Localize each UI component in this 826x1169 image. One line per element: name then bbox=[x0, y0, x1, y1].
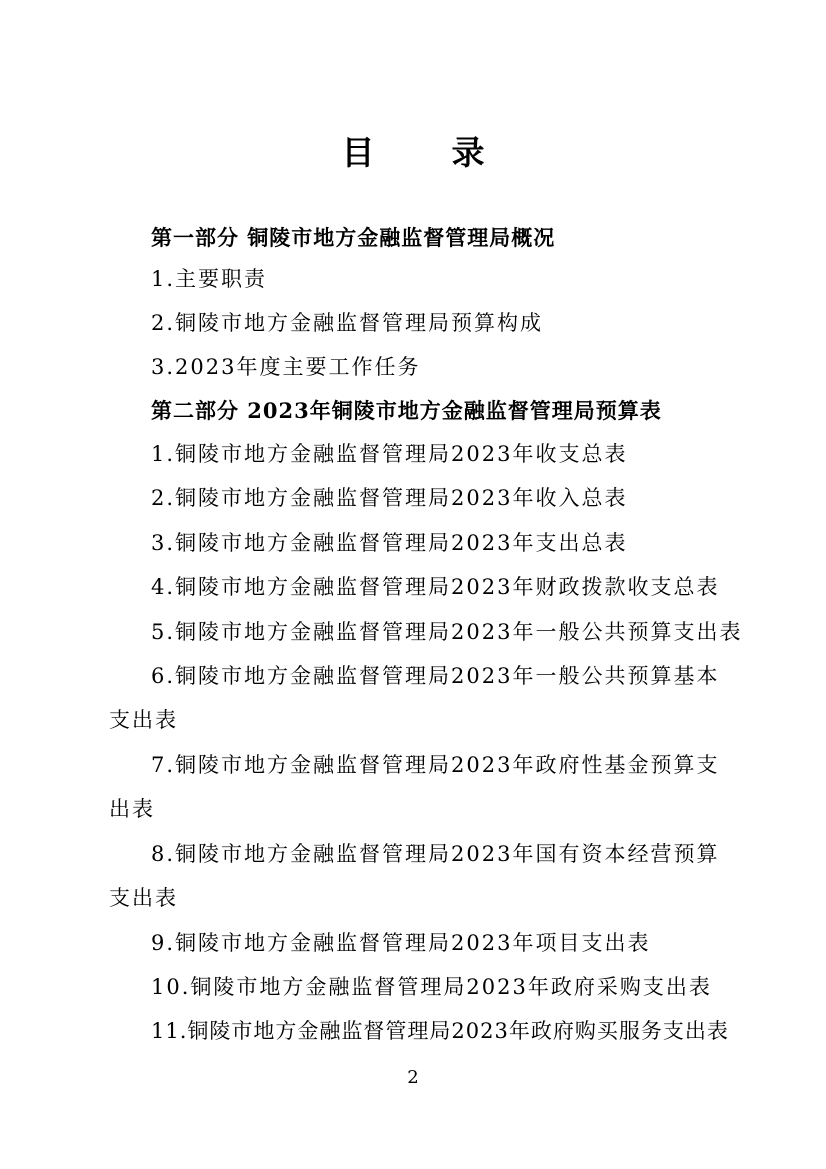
toc-item-2-11: 11.铜陵市地方金融监督管理局2023年政府购买服务支出表 bbox=[151, 1019, 729, 1043]
toc-item-2-8: 8.铜陵市地方金融监督管理局2023年国有资本经营预算支出表 bbox=[109, 842, 720, 910]
page-title: 目 录 bbox=[341, 133, 507, 172]
toc-item-1-1: 1.主要职责 bbox=[151, 267, 268, 291]
toc-item-2-3: 3.铜陵市地方金融监督管理局2023年支出总表 bbox=[151, 531, 628, 555]
part1-heading: 第一部分 铜陵市地方金融监督管理局概况 bbox=[151, 225, 556, 250]
toc-item-2-9: 9.铜陵市地方金融监督管理局2023年项目支出表 bbox=[151, 931, 651, 955]
part2-heading: 第二部分 2023年铜陵市地方金融监督管理局预算表 bbox=[151, 398, 662, 423]
toc-item-2-1: 1.铜陵市地方金融监督管理局2023年收支总表 bbox=[151, 442, 628, 466]
toc-item-2-4: 4.铜陵市地方金融监督管理局2023年财政拨款收支总表 bbox=[151, 575, 720, 599]
toc-item-1-3: 3.2023年度主要工作任务 bbox=[151, 355, 421, 379]
toc-item-2-2: 2.铜陵市地方金融监督管理局2023年收入总表 bbox=[151, 486, 628, 510]
page-number: 2 bbox=[407, 1067, 419, 1088]
toc-item-2-5: 5.铜陵市地方金融监督管理局2023年一般公共预算支出表 bbox=[151, 620, 743, 644]
toc-item-2-10: 10.铜陵市地方金融监督管理局2023年政府采购支出表 bbox=[151, 975, 712, 999]
toc-item-2-7: 7.铜陵市地方金融监督管理局2023年政府性基金预算支出表 bbox=[109, 753, 720, 821]
toc-item-1-2: 2.铜陵市地方金融监督管理局预算构成 bbox=[151, 311, 544, 335]
toc-item-2-6: 6.铜陵市地方金融监督管理局2023年一般公共预算基本支出表 bbox=[109, 664, 720, 732]
